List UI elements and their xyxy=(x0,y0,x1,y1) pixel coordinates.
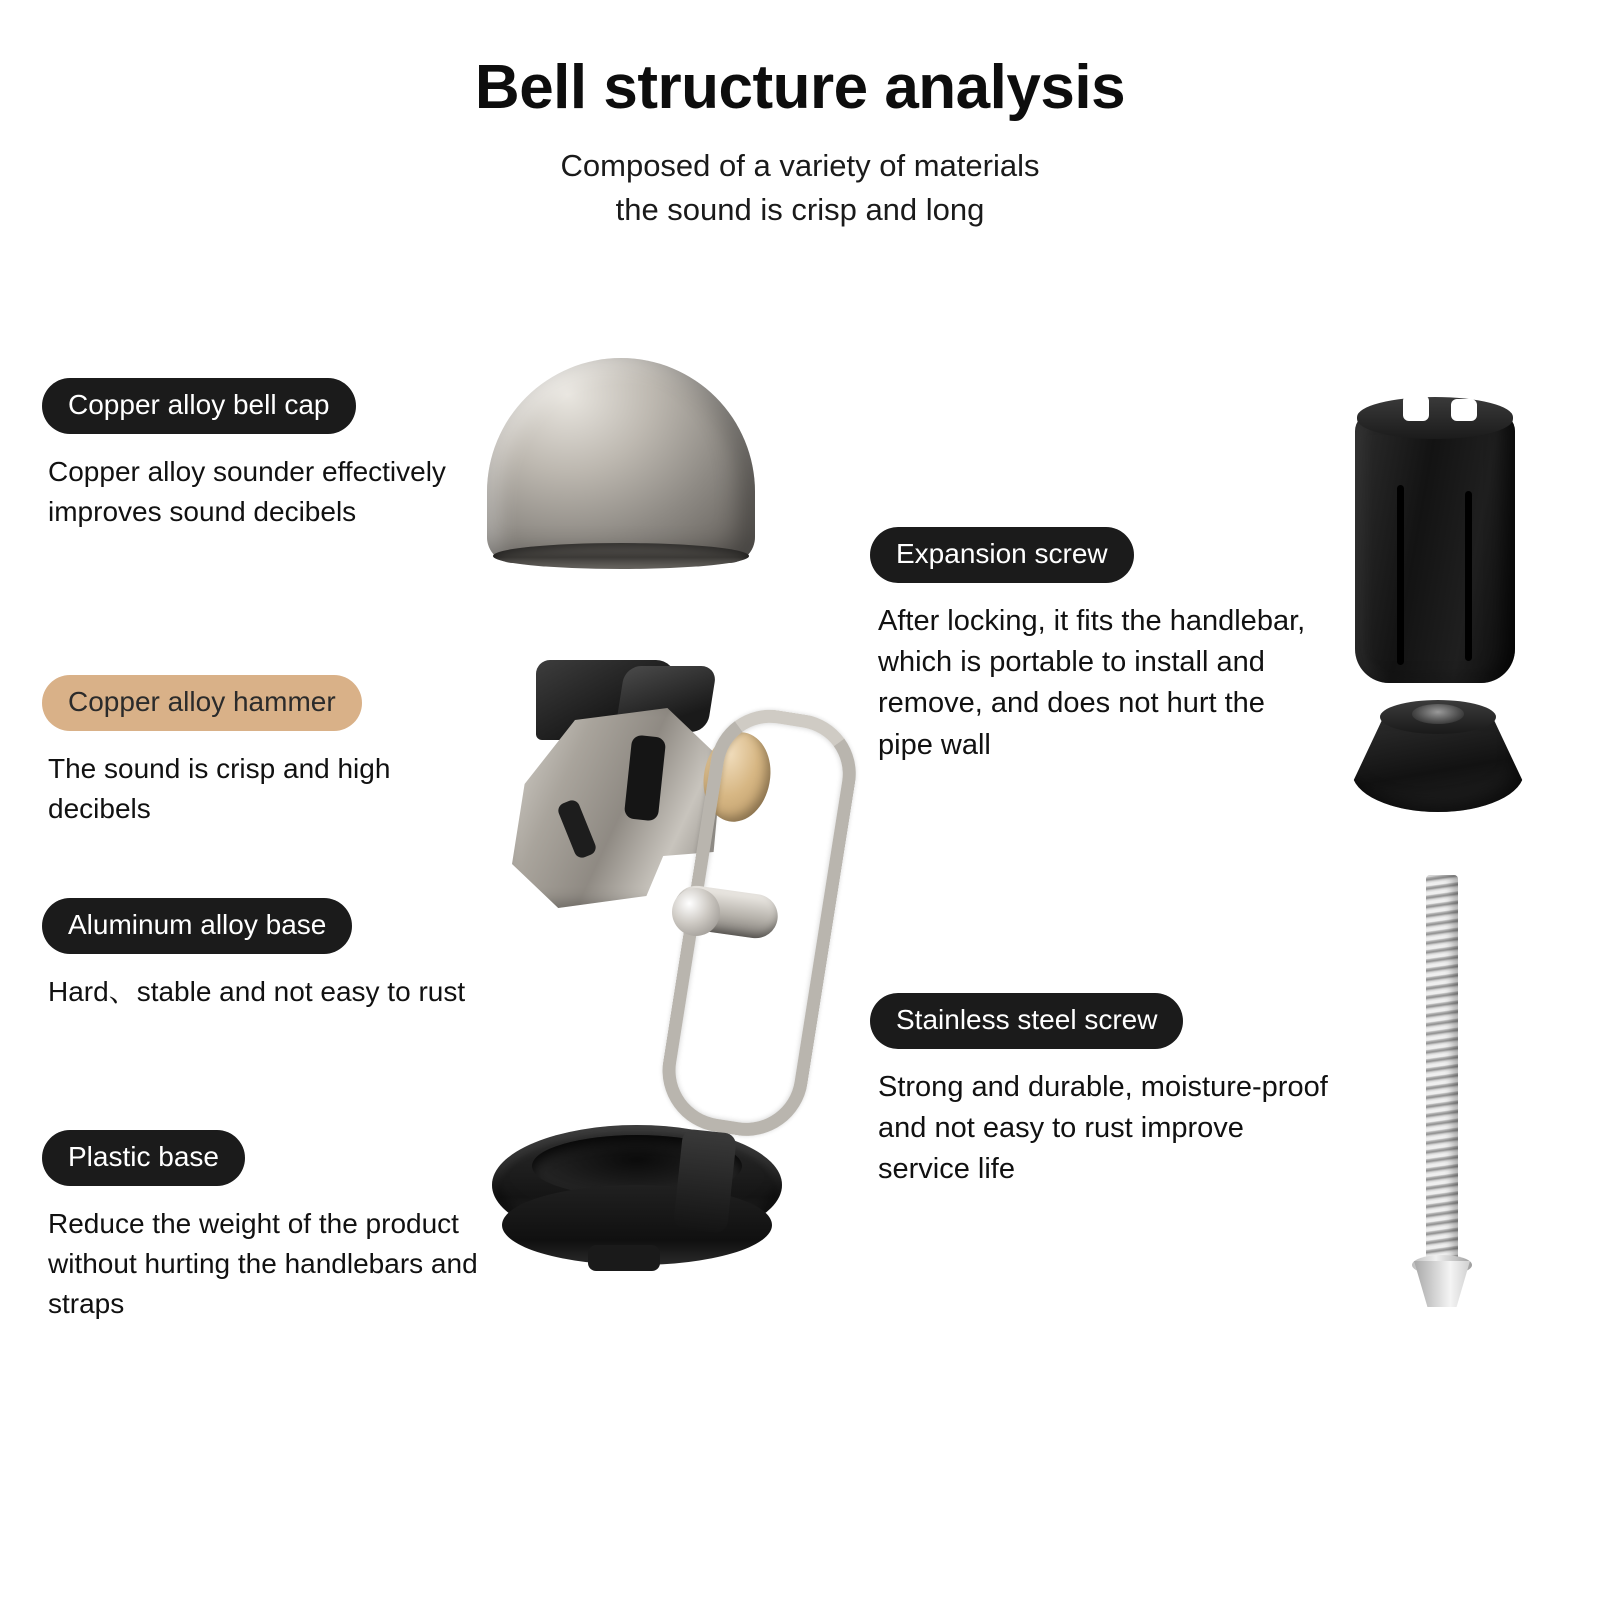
callout-bell-cap xyxy=(42,378,472,532)
screw-threaded-shaft xyxy=(1426,875,1458,1265)
clamp-assembly-image xyxy=(500,650,860,1120)
plastic-base-ring-image xyxy=(492,1125,782,1275)
label-hammer: Copper alloy hammer xyxy=(42,675,362,731)
page-subtitle xyxy=(0,144,1600,232)
ring-side-tab xyxy=(673,1128,737,1233)
label-plastic-base: Plastic base xyxy=(42,1130,245,1186)
header xyxy=(0,54,1600,232)
expansion-nut-hole xyxy=(1412,704,1464,724)
lever-pivot-cap xyxy=(672,888,720,936)
expansion-plug-notch-left xyxy=(1403,395,1429,421)
expansion-plug-top xyxy=(1357,397,1513,439)
expansion-plug-split-left xyxy=(1397,485,1404,665)
description-stainless-screw: Strong and durable, moisture-proof and not easy to rust improve service life xyxy=(878,1071,1328,1186)
description-plastic-base: Reduce the weight of the product without hurting the handlebars and straps xyxy=(48,1208,478,1319)
expansion-plug-body xyxy=(1355,413,1515,683)
ring-foot xyxy=(588,1245,660,1271)
description-aluminum-base: Hard、stable and not easy to rust xyxy=(48,976,466,1007)
description-hammer: The sound is crisp and high decibels xyxy=(48,753,391,824)
expansion-plug-image xyxy=(1355,395,1515,695)
callout-expansion-screw xyxy=(870,527,1310,766)
callout-aluminum-base xyxy=(42,898,472,1012)
label-stainless-screw: Stainless steel screw xyxy=(870,993,1183,1049)
callout-stainless-screw xyxy=(870,993,1340,1191)
bell-cap-image xyxy=(487,358,755,563)
label-aluminum-base: Aluminum alloy base xyxy=(42,898,352,954)
subtitle-line-1: Composed of a variety of materials xyxy=(560,148,1040,184)
expansion-plug-notch-right xyxy=(1451,399,1477,421)
callout-plastic-base xyxy=(42,1130,482,1323)
label-expansion-screw: Expansion screw xyxy=(870,527,1134,583)
screw-countersunk-head xyxy=(1414,1261,1470,1307)
callout-hammer xyxy=(42,675,472,829)
expansion-nut-image xyxy=(1352,700,1524,812)
page-title: Bell structure analysis xyxy=(474,53,1126,122)
expansion-plug-split-right xyxy=(1465,491,1472,661)
stainless-steel-screw-image xyxy=(1412,875,1472,1315)
subtitle-line-2: the sound is crisp and long xyxy=(615,192,985,228)
bell-cap-rim xyxy=(493,543,749,569)
description-bell-cap: Copper alloy sounder effectively improves sound decibels xyxy=(48,456,446,527)
description-expansion-screw: After locking, it fits the handlebar, which is portable to install and remove, and does not hurt the pipe wall xyxy=(878,605,1306,761)
label-bell-cap: Copper alloy bell cap xyxy=(42,378,356,434)
bell-cap-dome xyxy=(487,358,755,563)
